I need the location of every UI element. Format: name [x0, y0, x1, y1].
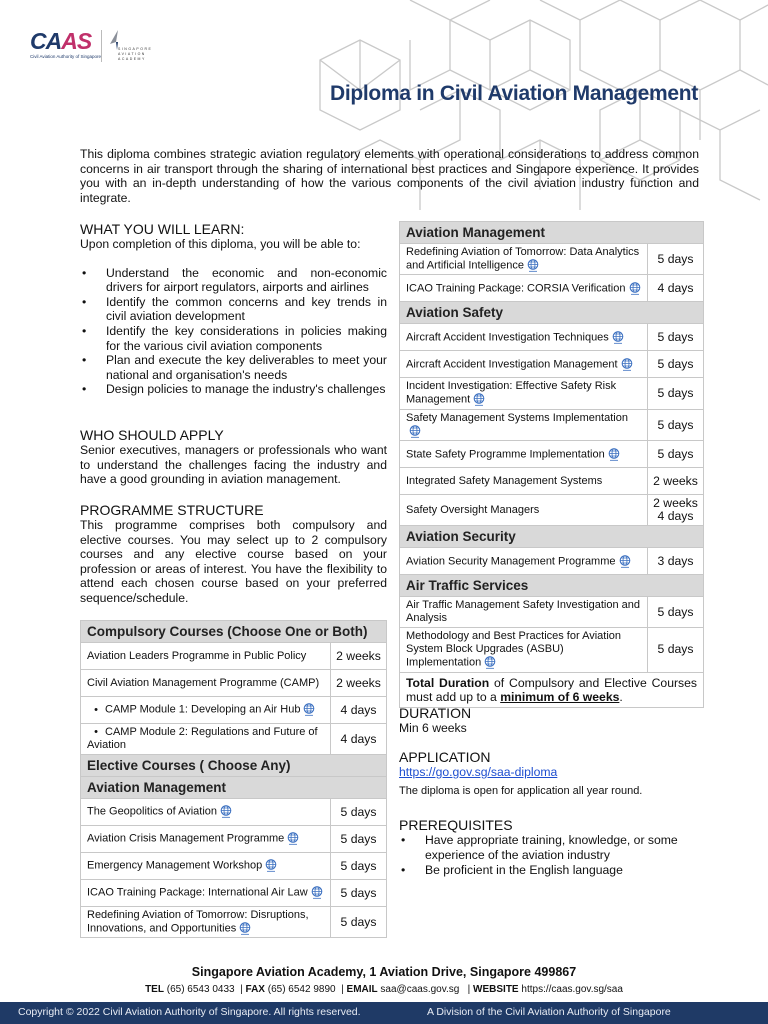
- table-row: [400, 351, 704, 378]
- course-name: Incident Investigation: Effective Safety Risk Management: [406, 380, 617, 406]
- course-cell: [81, 697, 331, 724]
- section-heading-label: Aviation Safety: [400, 302, 704, 324]
- tel-value: (65) 6543 0433: [166, 984, 235, 995]
- total-duration-note: [399, 673, 704, 708]
- duration-cell: 4 days: [648, 275, 704, 302]
- list-item: • Plan and execute the key deliverables to meet your national and organisation's needs: [80, 353, 387, 382]
- tel-label: TEL: [145, 984, 164, 995]
- table-section-heading: [400, 526, 704, 548]
- globe-icon[interactable]: [311, 886, 323, 899]
- structure-text: This programme comprises both compulsory and elective courses. You may select up to 2 compulsory courses and any elective course based on your profession or areas of interest. You have the flexibility to attend each chosen course based on your preferred sequence/schedule.: [80, 518, 387, 605]
- course-name: Aircraft Accident Investigation Techniques: [406, 331, 609, 344]
- globe-icon[interactable]: [239, 922, 251, 935]
- fax-label: FAX: [245, 984, 265, 995]
- table-row: [400, 597, 704, 628]
- table-section-heading: [400, 302, 704, 324]
- duration-cell: 5 days: [648, 628, 704, 672]
- application-heading: APPLICATION: [399, 749, 491, 765]
- course-cell: [400, 351, 648, 378]
- table-row: [400, 409, 704, 440]
- compulsory-courses-table-wrap: [80, 620, 387, 938]
- who-heading: WHO SHOULD APPLY: [80, 427, 224, 443]
- globe-icon[interactable]: [621, 358, 633, 371]
- globe-icon[interactable]: [287, 832, 299, 845]
- bullet-icon: •: [94, 726, 98, 738]
- who-text: Senior executives, managers or professionals who want to understand the challenges facing the industry and have a good grounding in aviation management.: [80, 443, 387, 487]
- total-duration-bold: Total Duration: [406, 675, 490, 690]
- section-heading-label: Aviation Management: [400, 222, 704, 244]
- duration-cell: 2 weeks: [331, 670, 387, 697]
- table-section-heading: [81, 755, 387, 777]
- course-name: Aviation Crisis Management Programme: [87, 832, 285, 845]
- duration-cell: 5 days: [331, 907, 387, 938]
- duration-cell: 3 days: [648, 548, 704, 575]
- footer-bar: [0, 1002, 768, 1024]
- course-name: Methodology and Best Practices for Aviation System Block Upgrades (ASBU) Implementation: [406, 630, 622, 669]
- course-cell: [400, 468, 648, 495]
- duration-cell: 4 days: [331, 697, 387, 724]
- duration-cell: 5 days: [331, 799, 387, 826]
- duration-text: Min 6 weeks: [399, 721, 467, 735]
- application-note: The diploma is open for application all year round.: [399, 785, 643, 797]
- section-heading-label: Compulsory Courses (Choose One or Both): [81, 621, 387, 643]
- section-heading-label: Aviation Management: [81, 777, 387, 799]
- table-row: [400, 275, 704, 302]
- duration-cell: 4 days: [331, 724, 387, 755]
- footer-contacts: TEL (65) 6543 0433 | FAX (65) 6542 9890 | EMAIL saa@caas.gov.sg | WEBSITE https://caas.gov.sg/saa: [145, 984, 623, 995]
- globe-icon[interactable]: [303, 703, 315, 716]
- course-cell: [81, 799, 331, 826]
- course-cell: [400, 628, 648, 672]
- course-cell: [81, 880, 331, 907]
- elective-courses-table-wrap: [399, 221, 704, 708]
- intro-paragraph: This diploma combines strategic aviation regulatory elements with operational considerations to address common concerns in air transport through the sharing of international best practices and Singapore experience. It provides you with an in-depth understanding of how the various components of the civil aviation industry function and integrate.: [80, 147, 699, 205]
- course-cell: [81, 907, 331, 938]
- prerequisites-list: [399, 833, 704, 878]
- email-label: EMAIL: [346, 984, 378, 995]
- website-label: WEBSITE: [473, 984, 519, 995]
- globe-icon[interactable]: [619, 555, 631, 568]
- list-item: • Identify the common concerns and key trends in civil aviation development: [80, 295, 387, 324]
- course-name: The Geopolitics of Aviation: [87, 805, 218, 818]
- learn-section: [80, 221, 387, 397]
- table-row: [400, 548, 704, 575]
- duration-cell: 2 weeks: [648, 468, 704, 495]
- course-name: Aviation Security Management Programme: [406, 554, 616, 567]
- course-cell: [400, 597, 648, 628]
- total-duration-end: .: [619, 689, 623, 704]
- copyright-text: Copyright © 2022 Civil Aviation Authority of Singapore. All rights reserved.: [18, 1006, 361, 1018]
- globe-icon[interactable]: [527, 259, 539, 272]
- elective-courses-table: [399, 221, 704, 673]
- duration-heading: DURATION: [399, 705, 472, 721]
- section-heading-label: Aviation Security: [400, 526, 704, 548]
- globe-icon[interactable]: [629, 282, 641, 295]
- section-heading-label: Elective Courses ( Choose Any): [81, 755, 387, 777]
- course-name: Aviation Leaders Programme in Public Policy: [87, 649, 307, 662]
- list-item: • Have appropriate training, knowledge, or some experience of the aviation industry: [399, 833, 704, 863]
- course-cell: [400, 548, 648, 575]
- course-name: Emergency Management Workshop: [87, 859, 263, 872]
- list-item: • Design policies to manage the industry's challenges: [80, 382, 387, 397]
- learn-list: [80, 266, 387, 397]
- saa-logo-text: SINGAPORE AVIATION ACADEMY: [118, 47, 153, 61]
- course-cell: [81, 853, 331, 880]
- course-cell: [400, 495, 648, 526]
- logo-divider: [101, 30, 102, 62]
- globe-icon[interactable]: [409, 425, 421, 438]
- list-item: • Identify the key considerations in policies making for the various civil aviation components: [80, 324, 387, 353]
- course-cell: [400, 378, 648, 409]
- who-section: [80, 427, 387, 487]
- table-row: [400, 468, 704, 495]
- course-name: Aircraft Accident Investigation Management: [406, 358, 618, 371]
- course-name: ICAO Training Package: CORSIA Verification: [406, 282, 626, 295]
- globe-icon[interactable]: [608, 448, 620, 461]
- course-name: Redefining Aviation of Tomorrow: Disruptions, Innovations, and Opportunities: [87, 909, 309, 935]
- duration-cell: 5 days: [648, 441, 704, 468]
- duration-cell: 5 days: [648, 597, 704, 628]
- course-cell: [400, 409, 648, 440]
- table-section-heading: [400, 575, 704, 597]
- duration-cell: 2 weeks 4 days: [648, 495, 704, 526]
- duration-cell: 2 weeks: [331, 643, 387, 670]
- structure-heading: PROGRAMME STRUCTURE: [80, 502, 264, 518]
- learn-lead: Upon completion of this diploma, you will be able to:: [80, 237, 361, 251]
- table-row: [400, 244, 704, 275]
- prerequisites-heading: PREREQUISITES: [399, 817, 513, 833]
- list-item: • Be proficient in the English language: [399, 863, 704, 878]
- globe-icon[interactable]: [612, 331, 624, 344]
- course-name: Civil Aviation Management Programme (CAMP): [87, 676, 320, 689]
- course-name: ICAO Training Package: International Air Law: [87, 886, 308, 899]
- total-duration-minimum: minimum of 6 weeks: [500, 689, 620, 704]
- footer-address: Singapore Aviation Academy, 1 Aviation Drive, Singapore 499867: [191, 965, 577, 979]
- course-name: Safety Oversight Managers: [406, 503, 540, 516]
- course-cell: [81, 670, 331, 697]
- section-heading-label: Air Traffic Services: [400, 575, 704, 597]
- course-cell: [81, 826, 331, 853]
- division-text: A Division of the Civil Aviation Authority of Singapore: [427, 1006, 671, 1018]
- table-row: [400, 324, 704, 351]
- course-cell: [400, 324, 648, 351]
- table-section-heading: [81, 621, 387, 643]
- learn-heading: WHAT YOU WILL LEARN:: [80, 221, 245, 237]
- structure-section: [80, 502, 387, 606]
- table-row: [400, 378, 704, 409]
- list-item: • Understand the economic and non-economic drivers for airport regulators, airports and airlines: [80, 266, 387, 295]
- duration-cell: 5 days: [331, 880, 387, 907]
- bullet-icon: •: [94, 703, 98, 716]
- caas-saa-logo: [28, 28, 178, 68]
- course-name: CAMP Module 1: Developing an Air Hub: [105, 703, 301, 716]
- table-row: [81, 670, 387, 697]
- course-cell: [81, 724, 331, 755]
- duration-cell: 5 days: [648, 378, 704, 409]
- table-row: [81, 853, 387, 880]
- table-row: [81, 643, 387, 670]
- course-name: Safety Management Systems Implementation: [406, 411, 628, 424]
- website-value[interactable]: https://caas.gov.sg/saa: [521, 984, 623, 995]
- table-row: [81, 724, 387, 755]
- caas-logo: CAAS: [30, 28, 92, 54]
- fax-value: (65) 6542 9890: [267, 984, 336, 995]
- right-info-section: [399, 705, 704, 878]
- compulsory-courses-table: [80, 620, 387, 938]
- table-section-heading: [400, 222, 704, 244]
- duration-cell: 5 days: [648, 324, 704, 351]
- course-cell: [400, 441, 648, 468]
- duration-cell: 5 days: [331, 853, 387, 880]
- course-cell: [400, 275, 648, 302]
- globe-icon[interactable]: [484, 656, 496, 669]
- duration-cell: 5 days: [331, 826, 387, 853]
- table-row: [400, 628, 704, 672]
- course-name: State Safety Programme Implementation: [406, 447, 605, 460]
- table-row: [400, 495, 704, 526]
- email-value[interactable]: saa@caas.gov.sg: [380, 984, 460, 995]
- table-row: [81, 799, 387, 826]
- table-row: [81, 907, 387, 938]
- duration-cell: 5 days: [648, 351, 704, 378]
- duration-cell: 5 days: [648, 409, 704, 440]
- table-row: [81, 697, 387, 724]
- globe-icon[interactable]: [265, 859, 277, 872]
- table-section-heading: [81, 777, 387, 799]
- duration-cell: 5 days: [648, 244, 704, 275]
- course-cell: [81, 643, 331, 670]
- globe-icon[interactable]: [220, 805, 232, 818]
- course-name: CAMP Module 2: Regulations and Future of Aviation: [87, 726, 318, 751]
- application-link[interactable]: https://go.gov.sg/saa-diploma: [399, 765, 558, 779]
- table-row: [81, 880, 387, 907]
- course-cell: [400, 244, 648, 275]
- course-name: Air Traffic Management Safety Investigation and Analysis: [406, 599, 640, 625]
- course-name: Integrated Safety Management Systems: [406, 474, 603, 487]
- caas-logo-subtitle: Civil Aviation Authority of Singapore: [30, 54, 101, 59]
- table-row: [81, 826, 387, 853]
- globe-icon[interactable]: [473, 393, 485, 406]
- course-name: Redefining Aviation of Tomorrow: Data Analytics and Artificial Intelligence: [406, 246, 640, 272]
- page-title: Diploma in Civil Aviation Management: [329, 82, 698, 105]
- table-row: [400, 441, 704, 468]
- total-duration-text: of Compulsory and Elective Courses must add up to a: [406, 675, 697, 704]
